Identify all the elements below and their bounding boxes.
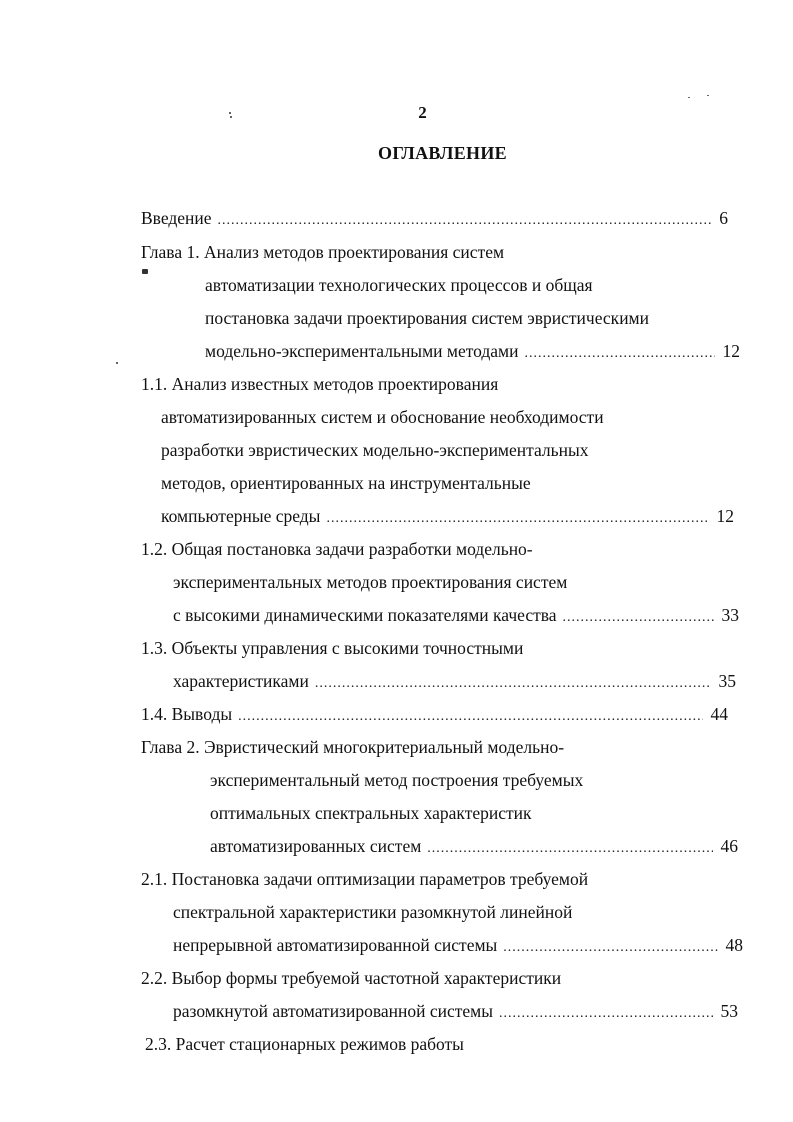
toc-page-number: 53 — [720, 1001, 738, 1021]
toc-entry-title: 1.4. Выводы — [141, 704, 233, 724]
dot-leader — [503, 937, 717, 959]
toc-entry-title-line: оптимальных спектральных характеристик — [210, 803, 532, 823]
toc-entry-title: Введение — [141, 208, 212, 228]
toc-entry-title: характеристиками — [173, 671, 309, 691]
toc-entry-title-line: экспериментальных методов проектирования систем — [173, 572, 568, 592]
toc-page-number: 12 — [722, 341, 740, 361]
scan-speck — [142, 269, 148, 274]
dot-leader — [315, 673, 711, 695]
toc-leader-line — [161, 505, 734, 530]
toc-leader-line — [141, 207, 728, 232]
dot-leader — [499, 1003, 713, 1025]
toc-entry-title-line: методов, ориентированных на инструментальные — [161, 473, 531, 493]
scan-speck — [116, 362, 118, 364]
toc-entry-title-line: Глава 1. Анализ методов проектирования систем — [141, 242, 505, 262]
toc-entry-title: модельно-экспериментальными методами — [205, 341, 519, 361]
toc-entry-title: компьютерные среды — [161, 506, 321, 526]
toc-leader-line — [173, 604, 739, 629]
toc-entry-title-line: 1.2. Общая постановка задачи разработки модельно- — [141, 539, 533, 559]
toc-leader-line — [173, 670, 736, 695]
toc-page-number: 48 — [725, 935, 743, 955]
toc-leader-line — [210, 835, 738, 860]
toc-entry-title-line: разработки эвристических модельно-экспериментальных — [161, 440, 589, 460]
toc-page-number: 6 — [719, 208, 728, 228]
toc-entry-title-line: 2.3. Расчет стационарных режимов работы — [145, 1034, 464, 1054]
toc-entry-title: разомкнутой автоматизированной системы — [173, 1001, 493, 1021]
toc-entry-title: с высокими динамическими показателями качества — [173, 605, 557, 625]
dot-leader — [326, 508, 708, 530]
toc-entry-title-line: 1.1. Анализ известных методов проектирования — [141, 374, 499, 394]
toc-page-number: 12 — [716, 506, 734, 526]
toc-entry-title-line: спектральной характеристики разомкнутой линейной — [173, 902, 573, 922]
scan-speck — [707, 95, 709, 96]
toc-page-number: 46 — [720, 836, 738, 856]
toc-entry-title: автоматизированных систем — [210, 836, 422, 856]
toc-entry-title-line: постановка задачи проектирования систем эвристическими — [205, 308, 649, 328]
toc-entry-title-line: автоматизации технологических процессов и общая — [205, 275, 593, 295]
toc-page-number: 33 — [721, 605, 739, 625]
toc-leader-line — [173, 934, 743, 959]
toc-entry-title-line: Глава 2. Эвристический многокритериальный модельно- — [141, 737, 565, 757]
toc-entry-title: непрерывной автоматизированной системы — [173, 935, 498, 955]
toc-leader-line — [173, 1000, 738, 1025]
page-number: 2 — [418, 103, 427, 122]
toc-entry-title-line: автоматизированных систем и обоснование необходимости — [161, 407, 604, 427]
dot-leader — [563, 607, 714, 629]
scan-speck — [688, 97, 690, 98]
dot-leader — [238, 706, 702, 728]
toc-leader-line — [141, 703, 728, 728]
toc-entry-title-line: 1.3. Объекты управления с высокими точностными — [141, 638, 524, 658]
toc-page-number: 35 — [718, 671, 736, 691]
toc-entry-title-line: экспериментальный метод построения требуемых — [210, 770, 584, 790]
dot-leader — [218, 210, 712, 232]
dot-leader — [427, 838, 712, 860]
toc-entry-title-line: 2.1. Постановка задачи оптимизации параметров требуемой — [141, 869, 589, 889]
toc-leader-line — [205, 340, 740, 365]
toc-title: ОГЛАВЛЕНИЕ — [378, 143, 507, 163]
dot-leader — [525, 343, 715, 365]
toc-entry-title-line: 2.2. Выбор формы требуемой частотной характеристики — [141, 968, 562, 988]
toc-page-number: 44 — [710, 704, 728, 724]
